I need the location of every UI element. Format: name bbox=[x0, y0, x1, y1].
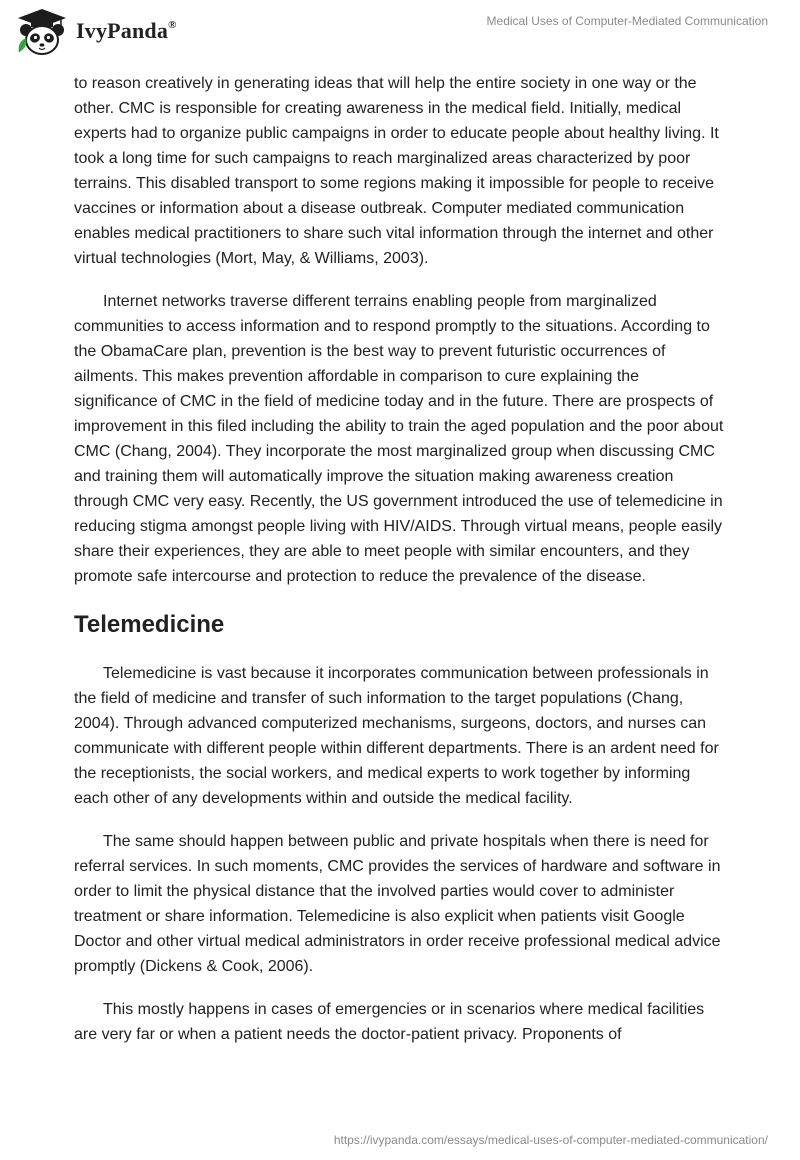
paragraph: Internet networks traverse different terrains enabling people from marginalized communities to access information and to respond promptly to the situations. According to the ObamaCare plan, prevention is the best way to prevent futuristic occurrences of ailments. This makes prevention affordable in comparison to cure explaining the significance of CMC in the field of medicine today and in the future. There are prospects of improvement in this filed including the ability to train the aged population and the poor about CMC (Chang, 2004). They incorporate the most marginalized group when discussing CMC and training them will automatically improve the situation making awareness creation through CMC very easy. Recently, the US government introduced the use of telemedicine in reducing stigma amongst people living with HIV/AIDS. Through virtual means, people easily share their experiences, they are able to meet people with similar encounters, and they promote safe intercourse and protection to reduce the prevalence of the disease. bbox=[74, 293, 724, 585]
source-url[interactable]: https://ivypanda.com/essays/medical-uses-of-computer-mediated-communication/ bbox=[333, 1133, 768, 1147]
paragraph: This mostly happens in cases of emergencies or in scenarios where medical facilities are very far or when a patient needs the doctor-patient privacy. Proponents of bbox=[74, 1001, 705, 1043]
panda-graduate-logo-icon bbox=[14, 8, 70, 56]
essay-body bbox=[74, 71, 726, 1065]
paragraph: to reason creatively in generating ideas that will help the entire society in one way or the other. CMC is responsible for creating awareness in the medical field. Initially, medical experts had to organize public campaigns in order to educate people about healthy living. It took a long time for such campaigns to reach marginalized areas characterized by poor terrains. This disabled transport to some regions making it impossible for people to receive vaccines or information about a disease outbreak. Computer mediated communication enables medical practitioners to share such vital information through the internet and other virtual technologies (Mort, May, & Williams, 2003). bbox=[74, 75, 719, 267]
document-title: Medical Uses of Computer-Mediated Communication bbox=[486, 14, 768, 28]
brand-logo[interactable] bbox=[14, 8, 177, 56]
page-header bbox=[0, 0, 800, 70]
paragraph: Telemedicine is vast because it incorporates communication between professionals in the field of medicine and transfer of such information to the target populations (Chang, 2004). Through advanced computerized mechanisms, surgeons, doctors, and nurses can communicate with different people within different departments. There is an ardent need for the receptionists, the social workers, and medical experts to work together by informing each other of any developments within and outside the medical facility. bbox=[74, 665, 719, 807]
brand-name: IvyPanda® bbox=[76, 18, 177, 43]
registered-mark: ® bbox=[168, 18, 177, 31]
paragraph: The same should happen between public and private hospitals when there is need for referral services. In such moments, CMC provides the services of hardware and software in order to limit the physical distance that the involved parties would cover to administer treatment or share information. Telemedicine is also explicit when patients visit Google Doctor and other virtual medical administrators in order receive professional medical advice promptly (Dickens & Cook, 2006). bbox=[74, 833, 721, 975]
section-heading: Telemedicine bbox=[74, 611, 225, 638]
